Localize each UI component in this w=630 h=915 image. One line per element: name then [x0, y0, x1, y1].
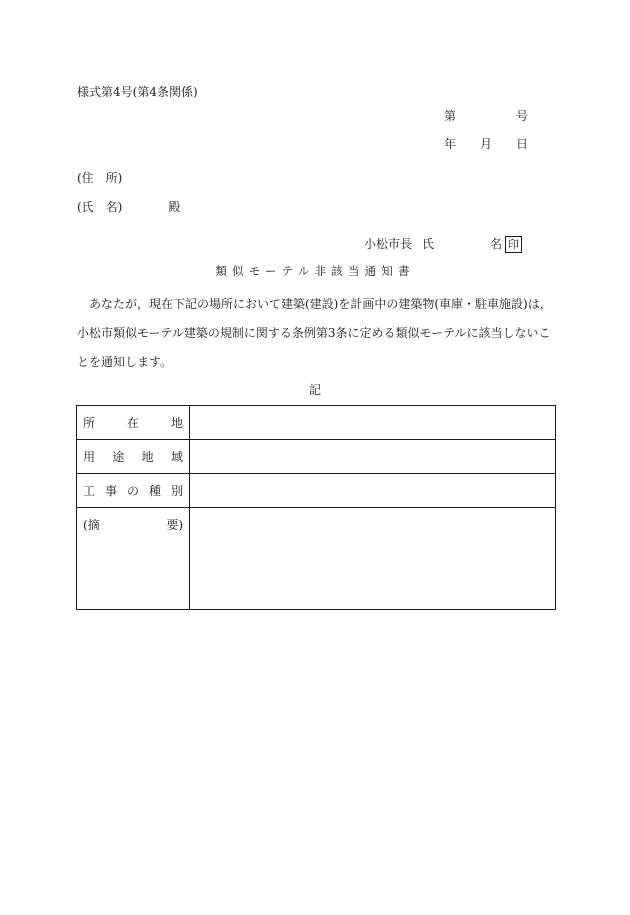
table-row: [77, 474, 556, 508]
location-value[interactable]: [190, 406, 556, 440]
recipient-honorific: 殿: [168, 200, 181, 214]
document-title: 類似モーテル非該当通知書: [215, 264, 415, 278]
label-char: 事: [104, 484, 117, 498]
number-prefix: 第: [444, 109, 457, 123]
table-row: [77, 440, 556, 474]
issuer-title: 小松市長: [364, 237, 413, 251]
summary-label: [77, 508, 190, 610]
zoning-value[interactable]: [190, 440, 556, 474]
work-type-label: [77, 474, 190, 508]
label-char: 要): [166, 518, 183, 532]
body-line-2: 小松市類似モーテル建築の規制に関する条例第3条に定める類似モーテルに該当しないこ: [77, 326, 551, 340]
ki-heading: 記: [308, 383, 321, 397]
table-row: [77, 406, 556, 440]
label-char: 用: [83, 450, 96, 464]
label-char: 種: [148, 484, 161, 498]
recipient-name-line: [77, 201, 180, 213]
details-table: [76, 405, 556, 610]
label-char: 在: [126, 416, 139, 430]
issuer-name-label-2: 名: [490, 237, 503, 251]
location-label: [77, 406, 190, 440]
issuer-line: [364, 236, 522, 253]
number-suffix: 号: [515, 109, 528, 123]
label-char: 域: [170, 450, 183, 464]
body-line-3: とを通知します。: [77, 355, 173, 369]
zoning-label: [77, 440, 190, 474]
issuer-name-label-1: 氏: [422, 237, 435, 251]
label-char: 所: [83, 416, 96, 430]
body-line-1: あなたが，現在下記の場所において建築(建設)を計画中の建築物(車庫・駐車施設)は，: [77, 297, 552, 311]
seal-mark: 印: [505, 236, 522, 253]
document-number: [444, 110, 528, 122]
label-char: の: [126, 484, 139, 498]
label-char: (摘: [83, 518, 100, 532]
label-char: 途: [112, 450, 125, 464]
notice-body: [77, 290, 557, 377]
summary-value[interactable]: [190, 508, 556, 610]
label-char: 別: [170, 484, 183, 498]
label-char: 工: [83, 484, 96, 498]
table-row: [77, 508, 556, 610]
date-day: 日: [515, 137, 528, 151]
label-char: 地: [170, 416, 183, 430]
date-year: 年: [444, 137, 457, 151]
date-month: 月: [479, 137, 492, 151]
work-type-value[interactable]: [190, 474, 556, 508]
form-id: 様式第4号(第4条関係): [77, 85, 198, 99]
recipient-address-label: (住 所): [77, 171, 123, 185]
label-char: 地: [141, 450, 154, 464]
recipient-name-label: (氏 名): [77, 200, 123, 214]
document-date: [444, 138, 528, 150]
